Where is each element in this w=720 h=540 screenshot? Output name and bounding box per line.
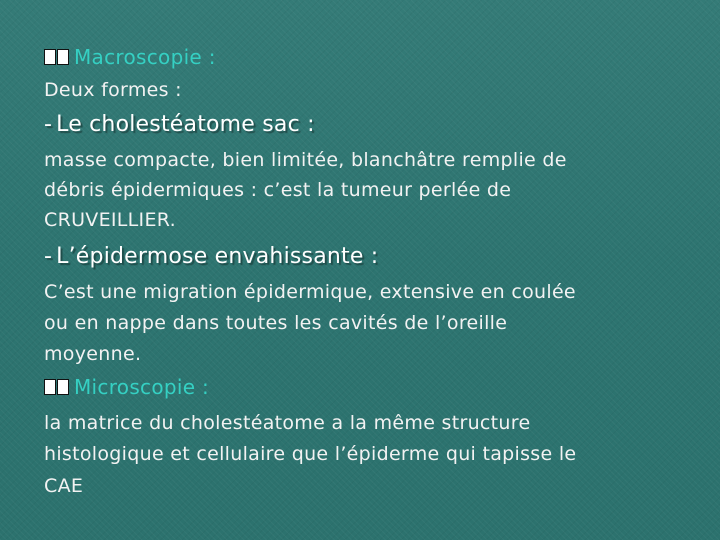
macroscopie-heading	[44, 40, 216, 74]
intro-text: Deux formes :	[44, 79, 182, 101]
microscopie-heading	[44, 370, 209, 404]
micro-line-3: CAE	[44, 475, 84, 497]
type2-line-1: C’est une migration épidermique, extensive en coulée	[44, 281, 576, 303]
type2-title	[44, 240, 378, 274]
type2-line-2: ou en nappe dans toutes les cavités de l’oreille	[44, 312, 508, 334]
microscopie-heading-text: Microscopie :	[74, 375, 210, 399]
bullet-box-icon	[44, 40, 74, 74]
type1-title	[44, 108, 315, 142]
macroscopie-heading-text: Macroscopie :	[74, 45, 216, 69]
type2-title-text: L’épidermose envahissante :	[56, 244, 379, 269]
bullet-box-icon	[44, 370, 74, 404]
micro-line-1: la matrice du cholestéatome a la même structure	[44, 412, 531, 434]
type1-line-2: débris épidermiques : c’est la tumeur perlée de	[44, 179, 512, 201]
type1-title-text: Le cholestéatome sac :	[56, 112, 315, 137]
type1-line-1: masse compacte, bien limitée, blanchâtre remplie de	[44, 149, 567, 171]
type1-line-3: CRUVEILLIER.	[44, 209, 176, 231]
dash-bullet: -	[44, 244, 53, 269]
type2-line-3: moyenne.	[44, 343, 142, 365]
dash-bullet: -	[44, 112, 53, 137]
micro-line-2: histologique et cellulaire que l’épiderme qui tapisse le	[44, 443, 577, 465]
